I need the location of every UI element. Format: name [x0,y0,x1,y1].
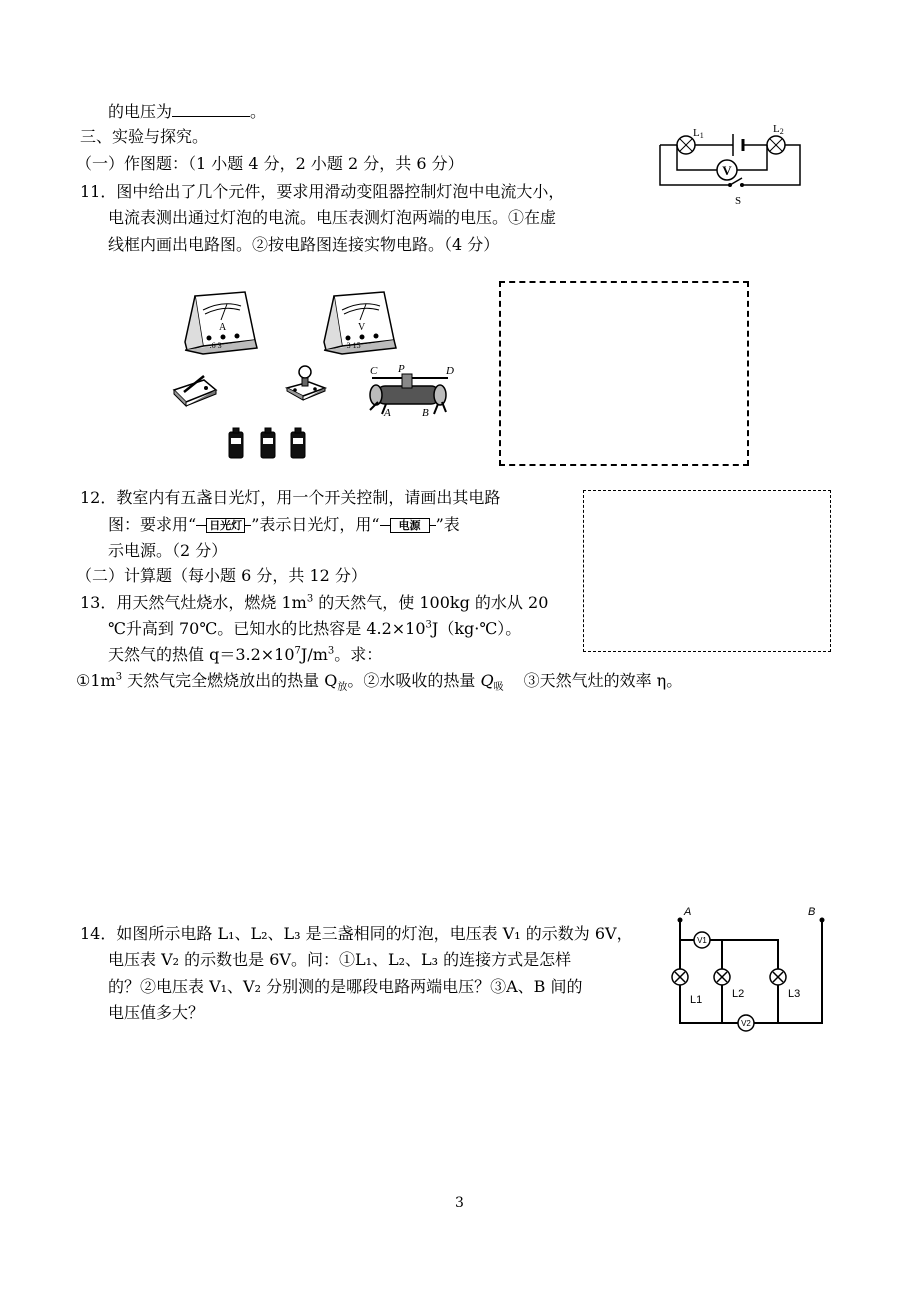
rheostat-p: P [398,363,405,375]
q13-line4-b: 天然气完全燃烧放出的热量 Q [122,671,338,690]
voltmeter-icon [322,288,402,358]
v1-label: V1 [697,936,707,945]
q12-drawing-box[interactable] [583,490,831,652]
rheostat-icon [362,362,462,424]
q11-line2: 电流表测出通过灯泡的电流。电压表测灯泡两端的电压。①在虚 [108,208,557,227]
fluorescent-lamp-symbol: 日光灯 [206,518,245,533]
bulb-holder-icon [283,362,328,402]
q13-line4-sub: 放 [337,682,348,694]
rheostat-a: A [384,407,391,419]
answer-line-voltage [108,98,266,125]
q13-line3 [108,642,382,668]
q14-line4: 电压值多大？ [108,1003,205,1022]
q13-line3-b: J/m [300,645,328,664]
q12-line2 [108,512,460,538]
parallel-circuit-diagram [670,905,835,1040]
q14-line2: 电压表 V₂ 的示数也是 6V。问：①L₁、L₂、L₃ 的连接方式是怎样 [108,950,572,969]
q13-line2-a: ℃升高到 70℃。已知水的比热容是 4.2×10 [108,619,426,638]
ammeter-icon [183,288,263,358]
switch-icon [170,372,220,408]
rheostat-b: B [422,407,429,419]
part2-title: （二）计算题（每小题 6 分，共 12 分） [76,566,367,585]
q12-line2-a: 图：要求用“ [108,515,197,534]
answer-blank[interactable] [172,98,250,117]
q13-line1 [80,590,548,616]
q11-drawing-box[interactable] [499,281,749,466]
q14-line3: 的？②电压表 V₁、V₂ 分别测的是哪段电路两端电压？③A、B 间的 [108,977,583,996]
q12-line3: 示电源。（2 分） [108,541,228,560]
section-title: 三、实验与探究。 [80,127,209,146]
switch-label: S [735,195,742,207]
q13-line4-d: ③天然气灶的效率 η。 [523,671,683,690]
q11-line1: 11．图中给出了几个元件，要求用滑动变阻器控制灯泡中电流大小， [80,182,565,201]
q11-line3: 线框内画出电路图。②按电路图连接实物电路。（4 分） [108,235,500,254]
ammeter-scale: - .6 3 [205,341,222,350]
battery-cells-icon [225,426,310,460]
power-source-symbol: 电源 [390,518,430,533]
q13-line2 [108,616,521,642]
page-number: 3 [455,1195,464,1211]
l2-label: L2 [732,988,745,1000]
q12-line2-b: ”表示日光灯，用“ [251,515,380,534]
l3-label: L3 [788,988,801,1000]
rheostat-d: D [446,365,454,377]
voltmeter-label: V [722,163,732,178]
q13-line2-sup: 3 [425,619,432,631]
q13-line2-b: J（kg·℃）。 [431,619,522,638]
v2-label: V2 [741,1019,751,1028]
q13-line1-a: 13．用天然气灶烧水，燃烧 1m [80,593,307,612]
q13-line4-c: 。②水吸收的热量 [347,671,481,690]
lamp2-label: L2 [773,123,784,136]
ammeter-letter: A [219,322,227,333]
voltmeter-scale: - 3 15 [342,341,361,350]
part1-title: （一）作图题：（1 小题 4 分，2 小题 2 分，共 6 分） [76,154,464,173]
voltage-line-prefix: 的电压为 [108,102,173,121]
q13-line4-a: ①1m [76,671,116,690]
lamp1-label: L1 [693,127,704,140]
q13-line4 [76,668,682,694]
voltmeter-letter: V [358,322,366,333]
q13-line3-sup: 7 [294,645,301,657]
q13-line4-sub2: 吸 [493,682,504,694]
q14-line1: 14．如图所示电路 L₁、L₂、L₃ 是三盏相同的灯泡，电压表 V₁ 的示数为 6V， [80,924,633,943]
q13-line1-b: 的天然气，使 100kg 的水从 20 [313,593,549,612]
series-circuit-diagram [655,120,805,210]
q13-line3-a: 天然气的热值 q＝3.2×10 [108,645,295,664]
q13-line4-q: Q [480,671,494,690]
q12-line2-c: ”表 [435,515,460,534]
l1-label: L1 [690,994,703,1006]
node-b-label: B [808,906,816,918]
q12-line1: 12．教室内有五盏日光灯，用一个开关控制，请画出其电路 [80,488,501,507]
q13-line4-sup: 3 [115,671,123,683]
q13-line1-sup: 3 [306,593,314,605]
q13-line3-sup2: 3 [327,645,335,657]
voltage-line-suffix: 。 [250,102,267,121]
q13-line3-c: 。求： [334,645,383,664]
node-a-label: A [684,906,692,918]
rheostat-c: C [370,365,378,377]
